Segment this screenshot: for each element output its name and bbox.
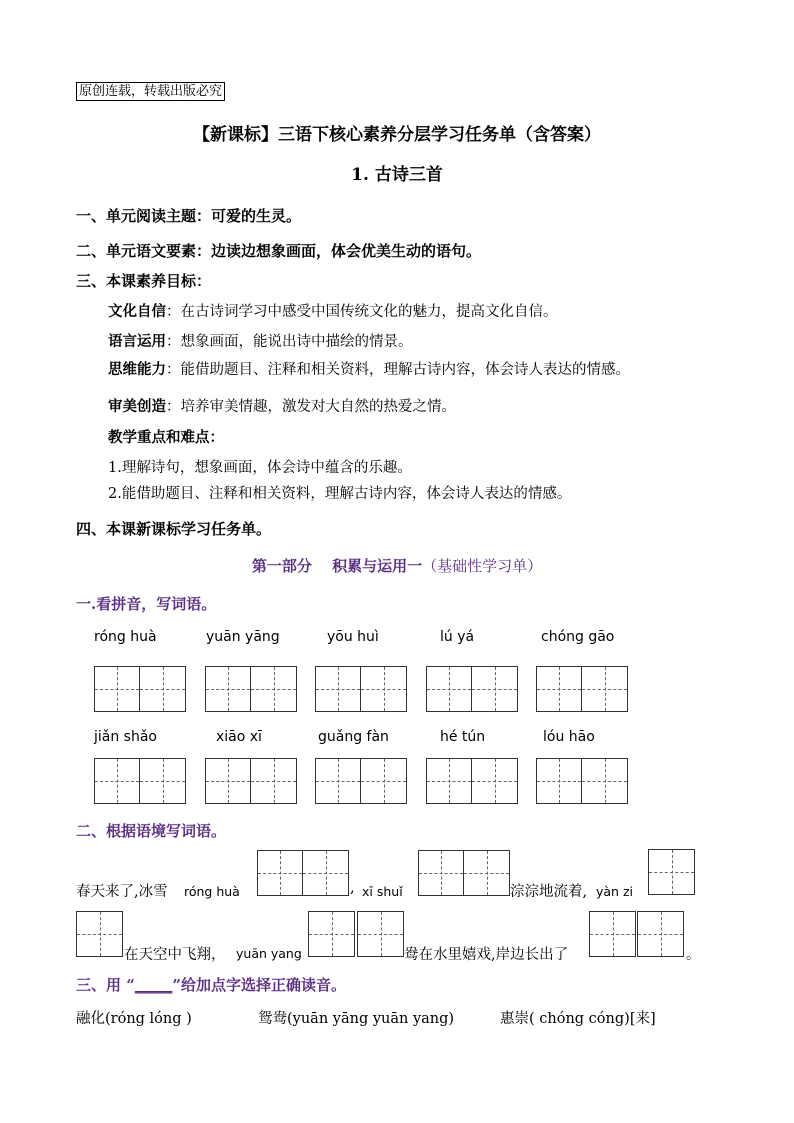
writing-grid[interactable] (426, 666, 518, 712)
goal-thinking: 思维能力：能借助题目、注释和相关资料，理解古诗内容，体会诗人表达的情感。 (108, 361, 630, 378)
goal-aesthetic: 审美创造：培养审美情趣，激发对大自然的热爱之情。 (108, 398, 456, 415)
context-grid-6[interactable] (357, 911, 404, 957)
context-grid-4[interactable] (76, 911, 123, 957)
context-grid-1[interactable] (257, 850, 349, 896)
sentence-part-2: , (350, 880, 355, 896)
lesson-title: 1. 古诗三首 (351, 165, 443, 185)
pinyin-1-1: róng huà (94, 629, 157, 645)
writing-grid[interactable] (536, 666, 628, 712)
page-title: 【新课标】三语下核心素养分层学习任务单（含答案） (193, 125, 601, 145)
pinyin-1-4: lú yá (440, 629, 475, 645)
question-3: 三、用 “_____”给加点字选择正确读音。 (76, 976, 346, 994)
sentence-part-5: 鸯在水里嬉戏,岸边长出了 (404, 947, 569, 963)
copyright-notice: 原创连载，转载出版必究 (76, 82, 225, 101)
sentence-part-3: 淙淙地流着, (510, 884, 588, 900)
sentence-part-1: 春天来了,冰雪 (76, 884, 168, 900)
sentence-end: 。 (686, 947, 701, 963)
pinyin-2-1: jiǎn shǎo (94, 729, 157, 745)
pinyin-1-5: chóng gāo (541, 629, 615, 645)
context-grid-3[interactable] (648, 849, 695, 895)
question-1: 一.看拼音，写词语。 (76, 595, 217, 613)
goal-language: 语言运用：想象画面，能说出诗中描绘的情景。 (108, 333, 413, 350)
section-goals-heading: 三、本课素养目标： (76, 272, 212, 290)
pinyin-2-5: lóu hāo (543, 729, 595, 745)
key-point-2: 2.能借助题目、注释和相关资料，理解古诗内容，体会诗人表达的情感。 (108, 486, 572, 502)
pinyin-1-2: yuān yāng (206, 629, 280, 645)
writing-grid[interactable] (426, 758, 518, 804)
sentence-part-4: 在天空中飞翔， (124, 947, 226, 963)
context-grid-5[interactable] (308, 911, 355, 957)
pinyin-1-3: yōu huì (327, 629, 379, 645)
question-2: 二、根据语境写词语。 (76, 822, 227, 840)
key-points-heading: 教学重点和难点： (108, 429, 224, 446)
writing-grid[interactable] (94, 758, 186, 804)
reading-choice-2: 鸳鸯(yuān yāng yuān yang) (258, 1011, 455, 1027)
section-task-list: 四、本课新课标学习任务单。 (76, 520, 272, 538)
context-grid-7[interactable] (589, 911, 636, 957)
pinyin-2-3: guǎng fàn (318, 729, 389, 745)
reading-choice-3: 惠崇( chóng cóng)[来] (500, 1011, 656, 1027)
goal-culture: 文化自信：在古诗词学习中感受中国传统文化的魅力，提高文化自信。 (108, 303, 558, 320)
writing-grid[interactable] (94, 666, 186, 712)
context-pinyin-3: yàn zi (596, 884, 633, 899)
context-grid-8[interactable] (637, 911, 684, 957)
context-pinyin-1: róng huà (184, 884, 240, 899)
reading-choice-1: 融化(róng lóng ) (76, 1011, 192, 1027)
context-grid-2[interactable] (418, 850, 510, 896)
section-language-elements: 二、单元语文要素：边读边想象画面，体会优美生动的语句。 (76, 242, 482, 260)
writing-grid[interactable] (536, 758, 628, 804)
section-reading-theme: 一、单元阅读主题：可爱的生灵。 (76, 207, 302, 225)
part-heading: 第一部分 积累与运用一（基础性学习单） (251, 557, 543, 575)
context-pinyin-4: yuān yang (236, 946, 302, 961)
writing-grid[interactable] (205, 758, 297, 804)
pinyin-2-4: hé tún (440, 729, 486, 745)
writing-grid[interactable] (205, 666, 297, 712)
pinyin-2-2: xiāo xī (216, 729, 262, 745)
writing-grid[interactable] (315, 758, 407, 804)
context-pinyin-2: xī shuǐ (362, 884, 403, 899)
writing-grid[interactable] (315, 666, 407, 712)
key-point-1: 1.理解诗句，想象画面，体会诗中蕴含的乐趣。 (108, 460, 412, 476)
